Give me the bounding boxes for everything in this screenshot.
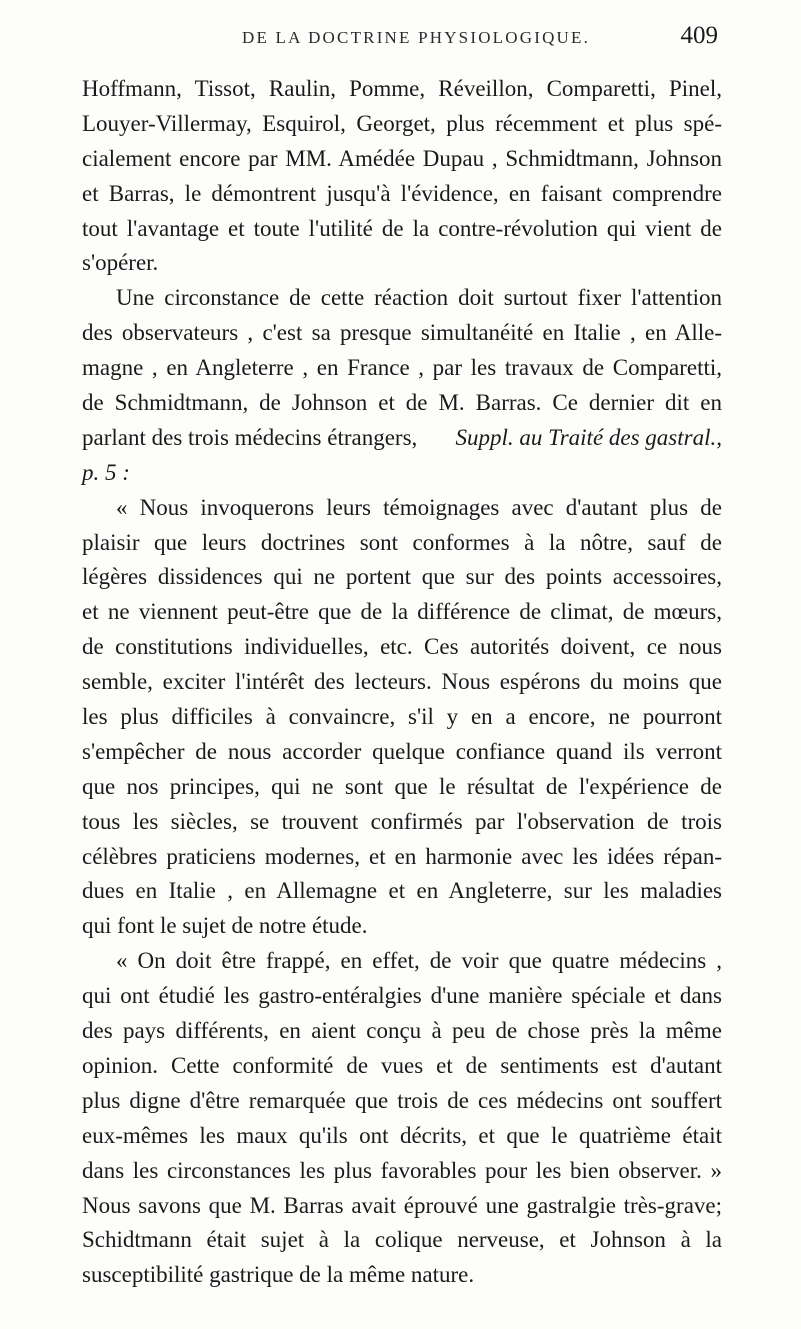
text-line: qui font le sujet de notre étude. [82,913,368,939]
text-line: Une circonstance de cette réaction doit surtout fixer l'attention [116,285,722,311]
text-line: cialement encore par MM. Amédée Dupau , Schmidtmann, Johnson [82,145,722,171]
page-number: 409 [680,22,718,49]
text-line: dues en Italie , en Allemagne et en Angleterre, sur les maladies [82,878,722,904]
text-line: semble, exciter l'intérêt des lecteurs. Nous espérons du moins que [82,669,722,695]
text-line: magne , en Angleterre , en France , par les travaux de Comparetti, [82,355,722,381]
text-line: des pays différents, en aient conçu à peu de chose près la même [82,1018,722,1044]
text-line: célèbres praticiens modernes, et en harmonie avec les idées répan- [82,843,722,869]
running-head [82,16,722,56]
text-line: qui ont étudié les gastro-entéralgies d'une manière spéciale et dans [82,983,722,1009]
text-line: « Nous invoquerons leurs témoignages avec d'autant plus de [116,494,722,520]
text-line: eux-mêmes les maux qu'ils ont décrits, et que le quatrième était [82,1122,722,1148]
running-title: DE LA DOCTRINE PHYSIOLOGIQUE. [242,28,591,47]
text-line: de constitutions individuelles, etc. Ces autorités doivent, ce nous [82,634,722,660]
text-line: Hoffmann, Tissot, Raulin, Pomme, Réveillon, Comparetti, Pinel, [82,76,722,101]
text-line: s'opérer. [82,250,159,276]
text-line: Nous savons que M. Barras avait éprouvé une gastralgie très-grave; [82,1192,722,1218]
text-line: susceptibilité gastrique de la même nature. [82,1262,475,1288]
text-line: légères dissidences qui ne portent que sur des points accessoires, [82,564,722,590]
text-line: plus digne d'être remarquée que trois de ces médecins ont souffert [82,1087,722,1113]
body-text [82,72,722,1293]
text-line: tous les siècles, se trouvent confirmés par l'observation de trois [82,808,722,834]
text-line: « On doit être frappé, en effet, de voir que quatre médecins , [116,948,722,974]
text-line: dans les circonstances les plus favorables pour les bien observer. » [82,1157,722,1183]
text-line: tout l'avantage et toute l'utilité de la contre-révolution qui vient de [82,215,722,241]
text-line: et ne viennent peut-être que de la différence de climat, de mœurs, [82,599,722,625]
text-line: que nos principes, qui ne sont que le résultat de l'expérience de [82,773,722,799]
citation-title: Suppl. au Traité des gastral., [455,424,722,450]
text-line: des observateurs , c'est sa presque simultanéité en Italie , en Alle- [82,320,722,346]
text-line: p. 5 : [82,459,130,485]
text-line: et Barras, le démontrent jusqu'à l'évidence, en faisant comprendre [82,180,722,206]
text-line: Schidtmann était sujet à la colique nerveuse, et Johnson à la [82,1227,722,1253]
text-line: plaisir que leurs doctrines sont conformes à la nôtre, sauf de [82,529,722,555]
text-line: de Schmidtmann, de Johnson et de M. Barras. Ce dernier dit en [82,390,722,416]
text-line: s'empêcher de nous accorder quelque confiance quand ils verront [82,738,722,764]
citation-line [82,421,722,456]
citation-lead-text: parlant des trois médecins étrangers, [82,424,418,450]
text-line: les plus difficiles à convaincre, s'il y en a encore, ne pourront [82,704,722,730]
text-line: opinion. Cette conformité de vues et de sentiments est d'autant [82,1052,722,1078]
text-line: Louyer-Villermay, Esquirol, Georget, plus récemment et plus spé- [82,110,722,136]
